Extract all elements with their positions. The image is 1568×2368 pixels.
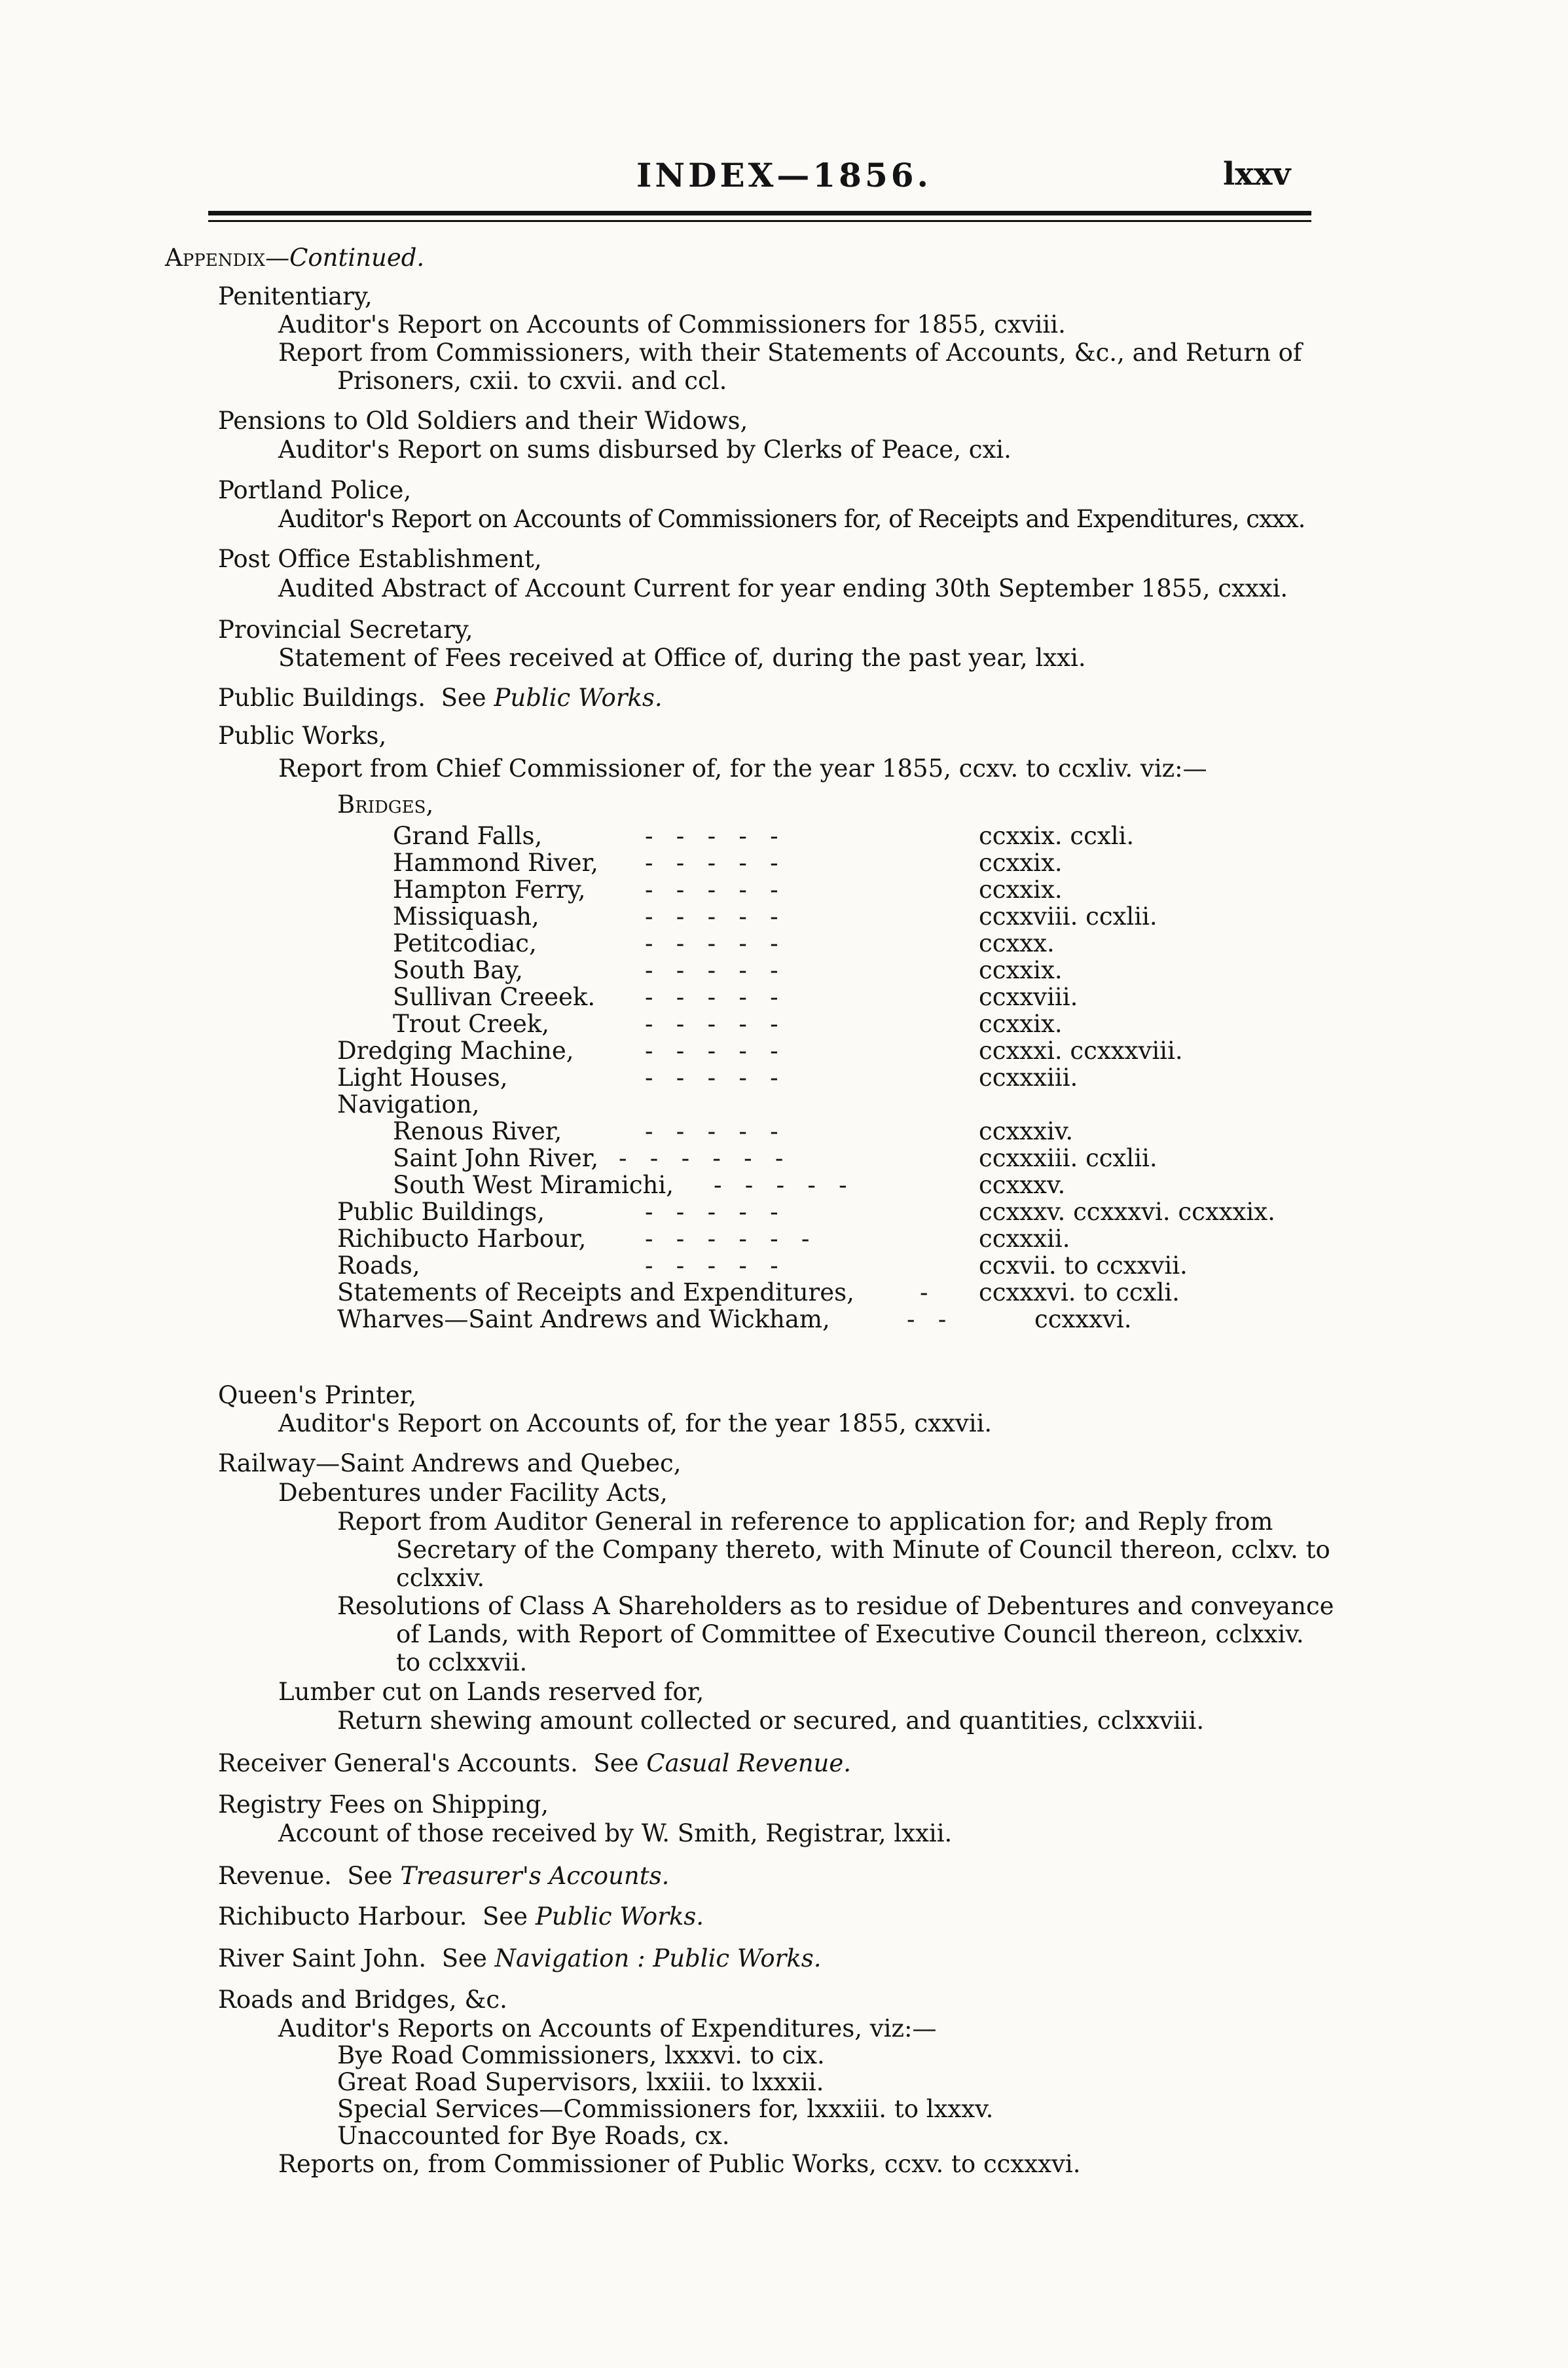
entry-title: Public Buildings. — [218, 684, 426, 712]
entry-subitem: Resolutions of Class A Shareholders as to residue of Debentures and conveyance — [337, 1592, 1334, 1620]
entry-subitem-cont: of Lands, with Report of Committee of Executive Council thereon, cclxxiv. — [396, 1620, 1304, 1648]
entry-item: Auditor's Report on Accounts of Commissioners for, of Receipts and Expenditures, cxxx. — [278, 505, 1305, 533]
pw-entry-name: South West Miramichi, — [393, 1171, 674, 1199]
entry-item: Auditor's Report on sums disbursed by Clerks of Peace, cxi. — [278, 435, 1012, 464]
pw-entry-leader: - - - - - — [645, 1198, 778, 1226]
pw-entry-name: Dredging Machine, — [337, 1037, 574, 1065]
pw-entry-leader: - - - - - — [645, 876, 778, 904]
pw-entry-leader: - - - - - — [645, 983, 778, 1011]
pw-entry-name: South Bay, — [393, 956, 523, 984]
pw-entry-name: Trout Creek, — [393, 1010, 550, 1038]
bridges-label: Bridges, — [337, 790, 434, 819]
entry-title: Registry Fees on Shipping, — [218, 1790, 549, 1819]
see-word: See — [441, 1944, 487, 1972]
pw-entry-name: Saint John River, — [393, 1144, 599, 1172]
appendix-continued: —Continued. — [265, 244, 425, 272]
see-word: See — [347, 1862, 393, 1890]
see-reference: Treasurer's Accounts. — [400, 1862, 670, 1890]
entry-title: Richibucto Harbour. — [218, 1902, 467, 1931]
see-word: See — [482, 1902, 528, 1931]
pw-entry-leader: - - - - - - — [619, 1144, 784, 1172]
entry-see-also — [218, 1749, 851, 1778]
see-reference: Casual Revenue. — [646, 1749, 852, 1777]
pw-entry-name: Wharves—Saint Andrews and Wickham, — [337, 1305, 830, 1333]
pw-entry-pages: ccxxxvi. — [1034, 1305, 1132, 1333]
pw-entry-leader: - - - - - — [645, 1251, 778, 1280]
pw-entry-leader: - - - - - — [645, 1064, 778, 1092]
see-word: See — [441, 684, 486, 712]
pw-entry-leader: - - - - - — [714, 1171, 847, 1199]
entry-subitem: Report from Auditor General in reference to application for; and Reply from — [337, 1508, 1273, 1536]
pw-entry-pages: ccxxviii. — [979, 983, 1078, 1011]
entry-title: Provincial Secretary, — [218, 616, 473, 644]
pw-entry-pages: ccxxxiii. ccxlii. — [979, 1144, 1158, 1172]
pw-entry-pages: ccxxxiv. — [979, 1117, 1074, 1145]
entry-item: Auditor's Report on Accounts of, for the year 1855, cxxvii. — [278, 1409, 993, 1437]
entry-title: Revenue. — [218, 1862, 332, 1890]
appendix-label: Appendix — [165, 244, 266, 272]
pw-entry-name: Petitcodiac, — [393, 929, 537, 957]
header-rule-thick — [208, 211, 1311, 215]
entry-title: Queen's Printer, — [218, 1381, 417, 1409]
pw-entry-name: Public Buildings, — [337, 1198, 545, 1226]
pw-entry-leader: - - — [907, 1305, 947, 1333]
entry-title: Roads and Bridges, &c. — [218, 1986, 507, 2014]
entry-subitem-cont: Secretary of the Company thereto, with Minute of Council thereon, cclxv. to — [396, 1536, 1330, 1564]
entry-subitem-cont: to cclxxvii. — [396, 1648, 528, 1676]
entry-title: River Saint John. — [218, 1944, 427, 1972]
pw-entry-leader: - - - - - — [645, 1010, 778, 1038]
see-reference: Public Works. — [494, 684, 663, 712]
entry-subitem: Return shewing amount collected or secured, and quantities, cclxxviii. — [337, 1707, 1205, 1735]
entry-item: Auditor's Report on Accounts of Commissioners for 1855, cxviii. — [278, 310, 1066, 339]
pw-entry-name: Light Houses, — [337, 1064, 508, 1092]
entry-item: Statement of Fees received at Office of, during the past year, lxxi. — [278, 644, 1086, 672]
pw-entry-pages: ccxxx. — [979, 929, 1055, 957]
pw-entry-leader: - — [920, 1278, 928, 1306]
pw-entry-pages: ccxxix. — [979, 956, 1063, 984]
entry-title: Public Works, — [218, 722, 387, 750]
pw-entry-pages: ccxxix. — [979, 1010, 1063, 1038]
entry-title: Post Office Establishment, — [218, 545, 542, 573]
pw-entry-leader: - - - - - — [645, 849, 778, 877]
pw-entry-name: Statements of Receipts and Expenditures, — [337, 1278, 854, 1306]
pw-entry-leader: - - - - - — [645, 929, 778, 957]
pw-entry-name: Renous River, — [393, 1117, 562, 1145]
entry-subitem: Bye Road Commissioners, lxxxvi. to cix. — [337, 2041, 825, 2069]
pw-entry-leader: - - - - - — [645, 1117, 778, 1145]
header-rule-thin — [208, 220, 1311, 222]
pw-entry-pages: ccxxxiii. — [979, 1064, 1078, 1092]
pw-entry-name: Grand Falls, — [393, 822, 543, 850]
pw-entry-pages: ccxxxv. — [979, 1171, 1066, 1199]
entry-item-cont: Prisoners, cxii. to cxvii. and ccl. — [337, 367, 727, 395]
pw-entry-pages: ccxxix. — [979, 849, 1063, 877]
entry-see-also — [218, 1862, 669, 1891]
pw-entry-leader: - - - - - — [645, 1037, 778, 1065]
entry-item: Debentures under Facility Acts, — [278, 1479, 668, 1507]
entry-see-also — [218, 684, 663, 712]
pw-entry-pages: ccxxxv. ccxxxvi. ccxxxix. — [979, 1198, 1275, 1226]
entry-item: Report from Chief Commissioner of, for the year 1855, ccxv. to ccxliv. viz:— — [278, 754, 1207, 783]
pw-entry-pages: ccxxxvi. to ccxli. — [979, 1278, 1180, 1306]
pw-entry-pages: ccxxxii. — [979, 1225, 1070, 1253]
entry-subitem: Great Road Supervisors, lxxiii. to lxxxii. — [337, 2068, 824, 2096]
pw-entry-name: Hampton Ferry, — [393, 876, 586, 904]
entry-see-also — [218, 1944, 822, 1973]
running-head: INDEX—1856. — [636, 156, 932, 194]
entry-item: Lumber cut on Lands reserved for, — [278, 1678, 704, 1706]
pw-entry-leader: - - - - - - — [645, 1225, 810, 1253]
pw-entry-leader: - - - - - — [645, 902, 778, 931]
entry-title: Receiver General's Accounts. — [218, 1749, 578, 1777]
pw-entry-name: Hammond River, — [393, 849, 598, 877]
pw-entry-pages: ccxxix. — [979, 876, 1063, 904]
pw-entry-name: Richibucto Harbour, — [337, 1225, 587, 1253]
entry-title: Pensions to Old Soldiers and their Widows, — [218, 407, 748, 435]
page-number: lxxv — [1223, 156, 1291, 193]
pw-entry-name: Sullivan Creeek. — [393, 983, 596, 1011]
pw-entry-pages: ccxxviii. ccxlii. — [979, 902, 1158, 931]
entry-title: Railway—Saint Andrews and Quebec, — [218, 1449, 682, 1477]
entry-title: Portland Police, — [218, 476, 412, 504]
entry-item: Reports on, from Commissioner of Public Works, ccxv. to ccxxxvi. — [278, 2150, 1081, 2178]
pw-entry-name: Navigation, — [337, 1090, 480, 1119]
entry-subitem-cont: cclxxiv. — [396, 1564, 485, 1592]
see-word: See — [593, 1749, 639, 1777]
pw-entry-name: Missiquash, — [393, 902, 539, 931]
entry-item: Audited Abstract of Account Current for year ending 30th September 1855, cxxxi. — [278, 574, 1288, 602]
pw-entry-pages: ccxxxi. ccxxxviii. — [979, 1037, 1183, 1065]
entry-item: Auditor's Reports on Accounts of Expenditures, viz:— — [278, 2014, 937, 2043]
pw-entry-pages: ccxxix. ccxli. — [979, 822, 1135, 850]
pw-entry-leader: - - - - - — [645, 822, 778, 850]
pw-entry-leader: - - - - - — [645, 956, 778, 984]
entry-subitem: Special Services—Commissioners for, lxxxiii. to lxxxv. — [337, 2095, 994, 2123]
see-reference: Public Works. — [535, 1902, 704, 1931]
entry-see-also — [218, 1902, 704, 1931]
see-reference: Navigation : Public Works. — [494, 1944, 822, 1972]
pw-entry-name: Roads, — [337, 1251, 420, 1280]
entry-subitem: Unaccounted for Bye Roads, cx. — [337, 2122, 730, 2150]
entry-title: Penitentiary, — [218, 282, 373, 310]
entry-item: Report from Commissioners, with their Statements of Accounts, &c., and Return of — [278, 339, 1302, 367]
entry-item: Account of those received by W. Smith, Registrar, lxxii. — [278, 1819, 953, 1847]
pw-entry-pages: ccxvii. to ccxxvii. — [979, 1251, 1188, 1280]
appendix-heading — [165, 244, 424, 272]
